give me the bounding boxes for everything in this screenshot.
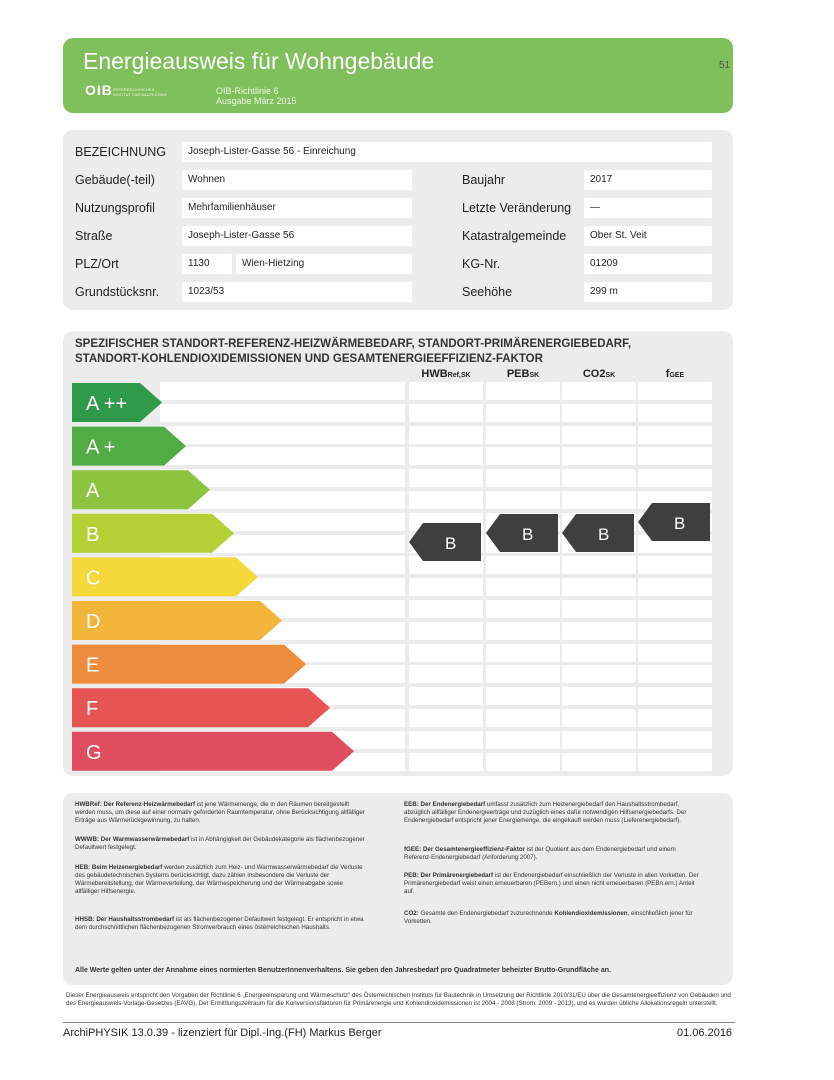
energy-class-arrow xyxy=(72,688,330,727)
def-eeb-bold: Der Endenergiebedarf xyxy=(420,801,486,808)
def-hhsb-text: ist als flächenbezogener Defaultwert festgelegt. Er entspricht in etwa dem durchschnittlichen flächenbezogenen Stromverbrauch eines österreichischen Haushalts. xyxy=(75,916,364,931)
baujahr-label: Baujahr xyxy=(462,173,506,187)
rating-marker-label: B xyxy=(522,525,534,544)
energy-class-label: C xyxy=(86,567,101,590)
baujahr-field: 2017 xyxy=(584,170,712,190)
energy-class-label: G xyxy=(86,741,102,764)
def-eeb-title: EEB: xyxy=(404,801,419,808)
oib-logo: OIB xyxy=(85,82,113,98)
energy-heading-line2: STANDORT-KOHLENDIOXIDEMISSIONEN UND GESAMTENERGIEEFFIZIENZ-FAKTOR xyxy=(75,353,543,365)
rating-marker-label: B xyxy=(445,534,457,553)
strasse-field: Joseph-Lister-Gasse 56 xyxy=(182,226,412,246)
kg-label: KG-Nr. xyxy=(462,257,501,271)
def-peb-title: PEB: xyxy=(404,872,419,879)
energy-class-label: A xyxy=(86,480,100,503)
footer-date: 01.06.2016 xyxy=(677,1027,733,1039)
def-fgee-title: fGEE: xyxy=(404,846,422,853)
rating-marker-label: B xyxy=(674,514,686,533)
def-hwb-text: ist jene Wärmemenge, die in den Räumen bereitgestellt werden muss, um diese auf einer normativ geforderten Raumtemperatur, ohne Berücksichtigung allfälliger Erträge aus Wärmerückgewinnung, zu halten. xyxy=(75,801,365,824)
def-co2-text: Gesamte den Endenergiebedarf zuzurechnende xyxy=(420,910,553,917)
def-peb xyxy=(404,872,704,896)
def-heb xyxy=(75,864,365,896)
rating-marker-label: B xyxy=(598,525,610,544)
richtlinie-line2: Ausgabe März 2015 xyxy=(216,96,297,106)
seehoehe-label: Seehöhe xyxy=(462,285,513,299)
energy-class-arrow xyxy=(72,732,354,771)
plz-label: PLZ/Ort xyxy=(75,257,119,271)
def-hhsb-title: HHSB: xyxy=(75,916,95,923)
def-wwwb xyxy=(75,836,365,852)
katastral-label: Katastralgemeinde xyxy=(462,229,567,243)
gebaeude-field: Wohnen xyxy=(182,170,412,190)
ort-field: Wien-Hietzing xyxy=(236,254,412,274)
page-number: 51 xyxy=(719,60,731,71)
energy-class-label: E xyxy=(86,654,100,677)
def-co2-title: CO2: xyxy=(404,910,419,917)
column-header-hwb-main: HWB xyxy=(421,368,448,380)
def-fgee-text: ist der Quotient aus dem Endenergiebedarf und einem Referenz-Endenergiebedarf (Anforderung 2007). xyxy=(404,846,676,861)
seehoehe-field: 299 m xyxy=(584,282,712,302)
energy-class-label: A ++ xyxy=(86,393,128,415)
legal-note: Dieser Energieausweis entspricht den Vorgaben der Richtlinie 6 „Energieeinsparung und Wärmeschutz" des Österreichischen Instituts für Bautechnik in Umsetzung der Richtlinie 2010/31/EU über die Gesamtenergieeffizienz von Gebäuden und des Energieausweis-Vorlage-Gesetzes (EAVG). Der Ermittlungszeitraum für die Konversionsfaktoren für Primärenergie und Kohlendioxidemissionen ist 2004 - 2008 (Strom: 2009 - 2013), und es wurden übliche Allokationsregeln unterstellt. xyxy=(66,992,731,1007)
bezeichnung-label: BEZEICHNUNG xyxy=(75,145,166,159)
veraenderung-label: Letzte Veränderung xyxy=(462,201,572,215)
def-fgee xyxy=(404,846,704,862)
page-title: Energieausweis für Wohngebäude xyxy=(83,48,435,74)
def-co2-text2: , einschließlich jener für Vorketten. xyxy=(404,910,693,925)
grundstueck-field: 1023/53 xyxy=(182,282,412,302)
def-hhsb-bold: Der Haushaltsstrombedarf xyxy=(96,916,175,923)
energy-class-arrow xyxy=(72,645,306,684)
def-wwwb-title: WWWB: xyxy=(75,836,100,843)
def-hwb-title: HWBRef: xyxy=(75,801,102,808)
veraenderung-field: — xyxy=(584,198,712,218)
bezeichnung-field: Joseph-Lister-Gasse 56 - Einreichung xyxy=(182,142,712,162)
def-hwb xyxy=(75,801,365,825)
def-hhsb xyxy=(75,916,365,932)
def-wwwb-bold: Der Warmwasserwärmebedarf xyxy=(100,836,190,843)
column-header-fgee-sub: GEE xyxy=(669,372,685,379)
column-header-fgee-main: f xyxy=(665,368,670,380)
energy-heading-line1: SPEZIFISCHER STANDORT-REFERENZ-HEIZWÄRMEBEDARF, STANDORT-PRIMÄRENERGIEBEDARF, xyxy=(75,338,632,350)
def-peb-text: ist der Endenergiebedarf einschließlich der Verluste in allen Vorketten. Der Primärenergiebedarf weist einen erneuerbaren (PEBern.) und einen nicht erneuerbaren (PEBn.ern.) Anteil auf. xyxy=(404,872,699,895)
energy-class-label: B xyxy=(86,523,100,546)
column-header-co2-sub: SK xyxy=(605,372,616,379)
grundstueck-label: Grundstücksnr. xyxy=(75,285,160,299)
energy-class-label: A + xyxy=(86,436,116,459)
def-co2-bold: Kohlendioxidemissionen xyxy=(554,910,628,917)
nutzungsprofil-label: Nutzungsprofil xyxy=(75,201,155,215)
gebaeude-label: Gebäude(-teil) xyxy=(75,173,155,187)
def-heb-bold: Beim Heizenergiebedarf xyxy=(91,864,163,871)
energy-class-arrow xyxy=(72,601,282,640)
nutzungsprofil-field: Mehrfamilienhäuser xyxy=(182,198,412,218)
column-header-peb-main: PEB xyxy=(506,368,530,380)
column-header-peb-sub: SK xyxy=(529,372,540,379)
column-header-co2-main: CO2 xyxy=(582,368,606,380)
def-co2 xyxy=(404,910,704,926)
energy-class-label: F xyxy=(86,698,99,721)
strasse-label: Straße xyxy=(75,229,113,243)
assumption-note: Alle Werte gelten unter der Annahme eines normierten BenutzerInnenverhaltens. Sie geben den Jahresbedarf pro Quadratmeter beheizter Brutto-Grundfläche an. xyxy=(75,967,612,974)
def-heb-title: HEB: xyxy=(75,864,91,871)
def-wwwb-text: ist in Abhängigkeit der Gebäudekategorie als flächenbezogener Defaultwert festgelegt. xyxy=(75,836,365,851)
def-heb-text: werden zusätzlich zum Heiz- und Warmwasserwärmebedarf die Verluste des gebäudetechnischen Systems berücksichtigt, dazu zählen insbesondere die Verluste der Wärmebereitstellung, der Wärmeverteilung, der Wärmespeicherung und der Wärmeabgabe sowie allfälliger Hilfsenergie. xyxy=(75,864,363,895)
column-header-hwb-sub: Ref,SK xyxy=(447,372,471,379)
kg-field: 01209 xyxy=(584,254,712,274)
katastral-field: Ober St. Veit xyxy=(584,226,712,246)
def-fgee-bold: Der Gesamtenergieeffizienz-Faktor xyxy=(422,846,526,853)
def-hwb-bold: Der Referenz-Heizwärmebedarf xyxy=(103,801,196,808)
footer-software: ArchiPHYSIK 13.0.39 - lizenziert für Dipl.-Ing.(FH) Markus Berger xyxy=(63,1027,382,1039)
energy-class-label: D xyxy=(86,611,101,633)
oib-logo-caption: ÖSTERREICHISCHES INSTITUT FÜR BAUTECHNIK xyxy=(113,87,168,97)
richtlinie-line1: OIB-Richtlinie 6 xyxy=(216,86,279,96)
footer-divider xyxy=(63,1022,735,1023)
plz-field: 1130 xyxy=(182,254,232,274)
def-eeb-text: umfasst zusätzlich zum Heizenergiebedarf den Haushaltsstrombedarf, abzüglich allfälliger Endenergieerträge und zuzüglich eines dafür notwendigen Hilfsenergiebedarfs. Der Endenergiebedarf entspricht jener Energiemenge, die eingekauft werden muss (Lieferenergiebedarf). xyxy=(404,801,687,824)
def-peb-bold: Der Primärenergiebedarf xyxy=(420,872,494,879)
def-eeb xyxy=(404,801,704,825)
